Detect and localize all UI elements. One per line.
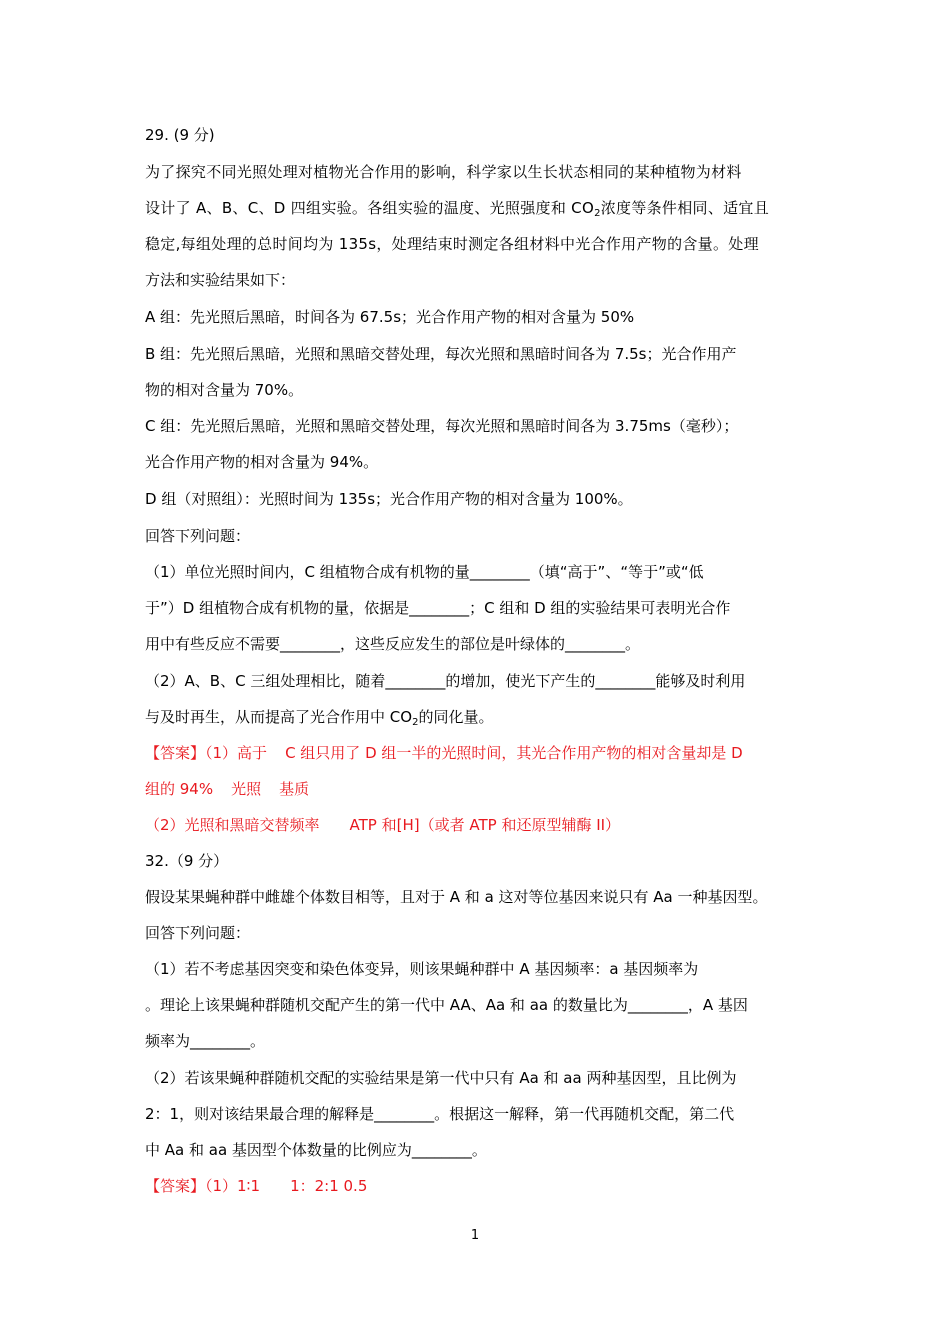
- question-32-heading: 32.（9 分）: [145, 852, 229, 870]
- q32-part1-line-2: 。理论上该果蝇种群随机交配产生的第一代中 AA、Aa 和 aa 的数量比为________，A 基因: [145, 996, 748, 1014]
- q29-intro-line-2: [145, 198, 769, 224]
- group-b-line-2: 物的相对含量为 70%。: [145, 381, 304, 399]
- q29-answer-line-3: [145, 815, 620, 835]
- q29-intro-line-2a: 设计了 A、B、C、D 四组实验。各组实验的温度、光照强度和 CO: [145, 199, 595, 217]
- question-29-heading: 29. (9 分): [145, 126, 215, 144]
- q29-answer-line-1: [145, 743, 743, 763]
- answer-1-reason: C 组只用了 D 组一半的光照时间，其光合作用产物的相对含量却是 D: [285, 744, 743, 762]
- answer-1-percent: 组的 94%: [145, 780, 214, 798]
- q32-answer-line: [145, 1176, 367, 1196]
- q32-part1-line-3: 频率为________。: [145, 1032, 266, 1050]
- group-d-text: D 组（对照组）：光照时间为 135s；光合作用产物的相对含量为 100%。: [145, 490, 633, 508]
- page-number: 1: [470, 1228, 480, 1243]
- q29-intro-line-1: 为了探究不同光照处理对植物光合作用的影响，科学家以生长状态相同的某种植物为材料: [145, 163, 742, 181]
- q29-part1-line-1: （1）单位光照时间内，C 组植物合成有机物的量________（填“高于”、“等于”或“低: [145, 563, 704, 581]
- q32-part1-line-1: （1）若不考虑基因突变和染色体变异，则该果蝇种群中 A 基因频率：a 基因频率为: [145, 960, 699, 978]
- q29-part2-line-2a: 与及时再生，从而提高了光合作用中 CO: [145, 708, 413, 726]
- q32-answer-second: 1：2:1 0.5: [290, 1177, 368, 1195]
- q32-part2-line-2: 2：1，则对该结果最合理的解释是________。根据这一解释，第一代再随机交配，第二代: [145, 1105, 735, 1123]
- q32-part2-line-1: （2）若该果蝇种群随机交配的实验结果是第一代中只有 Aa 和 aa 两种基因型，且比例为: [145, 1069, 737, 1087]
- group-b-line-1: B 组：先光照后黑暗，光照和黑暗交替处理，每次光照和黑暗时间各为 7.5s；光合作用产: [145, 345, 737, 363]
- q32-prompt: 回答下列问题：: [145, 924, 251, 942]
- answer-2-first: （2）光照和黑暗交替频率: [145, 816, 320, 834]
- q29-part1-line-2: 于”）D 组植物合成有机物的量，依据是________；C 组和 D 组的实验结果可表明光合作: [145, 599, 731, 617]
- q32-part2-line-3: 中 Aa 和 aa 基因型个体数量的比例应为________。: [145, 1141, 487, 1159]
- answer-label: 【答案】: [145, 1177, 206, 1195]
- co2-subscript: 2: [594, 208, 601, 219]
- q29-part2-line-2b: 的同化量。: [418, 708, 494, 726]
- q32-intro: 假设某果蝇种群中雌雄个体数目相等，且对于 A 和 a 这对等位基因来说只有 Aa 一种基因型。: [145, 888, 768, 906]
- group-a-text: A 组：先光照后黑暗，时间各为 67.5s；光合作用产物的相对含量为 50%: [145, 308, 635, 326]
- group-c-line-2: 光合作用产物的相对含量为 94%。: [145, 453, 379, 471]
- q32-answer-first: （1）1∶1: [205, 1177, 261, 1195]
- q29-answer-line-2: [145, 779, 309, 799]
- q29-intro-line-2b: 浓度等条件相同、适宜且: [600, 199, 770, 217]
- answer-label: 【答案】: [145, 744, 206, 762]
- answer-1-light: 光照: [231, 780, 262, 798]
- co2-subscript: 2: [412, 717, 419, 728]
- answer-1-first: （1）高于: [205, 744, 268, 762]
- q29-part2-line-2: [145, 707, 493, 733]
- q29-part1-line-3: 用中有些反应不需要________，这些反应发生的部位是叶绿体的________。: [145, 635, 641, 653]
- group-c-line-1: C 组：先光照后黑暗，光照和黑暗交替处理，每次光照和黑暗时间各为 3.75ms（毫秒）；: [145, 417, 739, 435]
- answer-1-stroma: 基质: [279, 780, 310, 798]
- q29-part2-line-1: （2）A、B、C 三组处理相比，随着________的增加，使光下产生的________能够及时利用: [145, 672, 746, 690]
- q29-prompt: 回答下列问题：: [145, 527, 251, 545]
- answer-2-second: ATP 和[H]（或者 ATP 和还原型辅酶 II）: [349, 816, 621, 834]
- q29-intro-line-3: 稳定,每组处理的总时间均为 135s，处理结束时测定各组材料中光合作用产物的含量。处理: [145, 235, 759, 253]
- q29-intro-line-4: 方法和实验结果如下：: [145, 271, 296, 289]
